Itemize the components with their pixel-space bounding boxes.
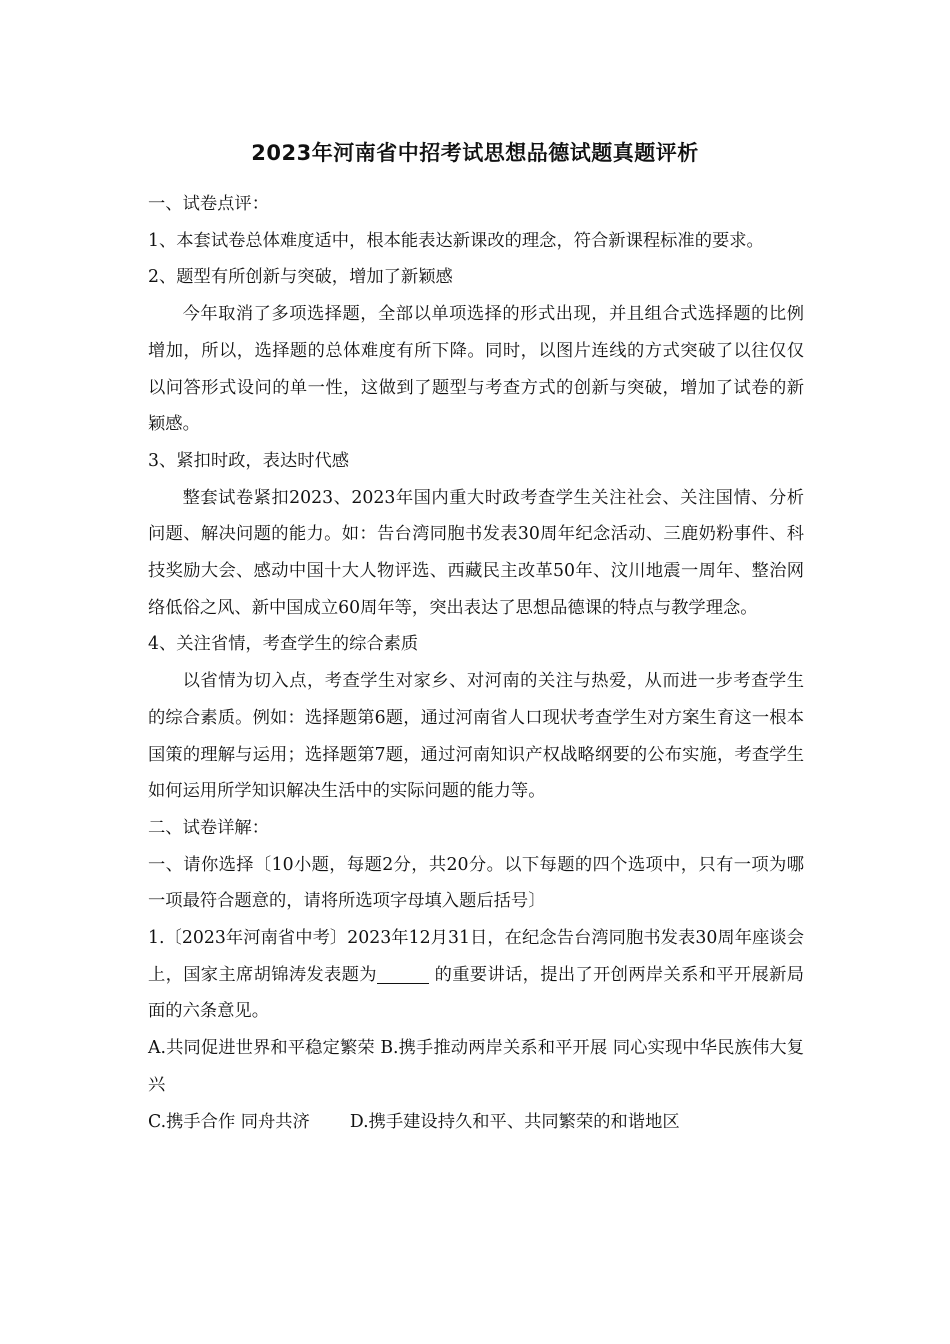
document-title: 2023年河南省中招考试思想品德试题真题评析 xyxy=(251,141,699,165)
review-point-1: 1、本套试卷总体难度适中，根本能表达新课改的理念，符合新课程标准的要求。 xyxy=(148,230,764,251)
section-heading-details: 二、试卷详解： xyxy=(148,817,269,838)
review-point-4-heading: 4、关注省情，考查学生的综合素质 xyxy=(148,634,419,655)
review-point-2-heading: 2、题型有所创新与突破，增加了新颖感 xyxy=(148,267,453,288)
option-c: C.携手合作 同舟共济 xyxy=(148,1111,310,1132)
question-1-options-cd xyxy=(148,1104,804,1141)
question-1-stem-after: 的重要讲话，提出了开创两岸关系和平开展新局面的六条意见。 xyxy=(148,964,804,1022)
question-1-stem xyxy=(148,920,804,1030)
document-body xyxy=(148,186,804,1140)
review-point-3-heading: 3、紧扣时政，表达时代感 xyxy=(148,450,350,471)
part-one-instructions: 一、请你选择〔10小题，每题2分，共20分。以下每题的四个选项中，只有一项为哪一项最符合题意的，请将所选项字母填入题后括号〕 xyxy=(148,854,804,912)
option-b: B.携手推动两岸关系和平开展 同心实现中华民族伟大复兴 xyxy=(148,1038,805,1095)
option-a: A.共同促进世界和平稳定繁荣 xyxy=(148,1038,375,1059)
option-d: D.携手建设持久和平、共同繁荣的和谐地区 xyxy=(349,1111,680,1132)
review-point-2-body: 今年取消了多项选择题，全部以单项选择的形式出现，并且组合式选择题的比例增加，所以，选择题的总体难度有所下降。同时，以图片连线的方式突破了以往仅仅以问答形式设问的单一性，这做到了题型与考查方式的创新与突破，增加了试卷的新颖感。 xyxy=(148,304,804,435)
answer-blank xyxy=(377,963,429,984)
review-point-3-body: 整套试卷紧扣2023、2023年国内重大时政考查学生关注社会、关注国情、分析问题、解决问题的能力。如：告台湾同胞书发表30周年纪念活动、三鹿奶粉事件、科技奖励大会、感动中国十大人物评选、西藏民主改革50年、汶川地震一周年、整治网络低俗之风、新中国成立60周年等，突出表达了思想品德课的特点与教学理念。 xyxy=(148,487,804,618)
question-1-stem-before: 1.〔2023年河南省中考〕2023年12月31日，在纪念告台湾同胞书发表30周年座谈会上，国家主席胡锦涛发表题为 xyxy=(148,928,804,985)
section-heading-review: 一、试卷点评： xyxy=(148,194,269,214)
review-point-4-body: 以省情为切入点，考查学生对家乡、对河南的关注与热爱，从而进一步考查学生的综合素质。例如：选择题第6题，通过河南省人口现状考查学生对方案生育这一根本国策的理解与运用；选择题第7题，通过河南知识产权战略纲要的公布实施，考查学生如何运用所学知识解决生活中的实际问题的能力等。 xyxy=(148,671,804,802)
question-1-options-ab xyxy=(148,1030,804,1103)
